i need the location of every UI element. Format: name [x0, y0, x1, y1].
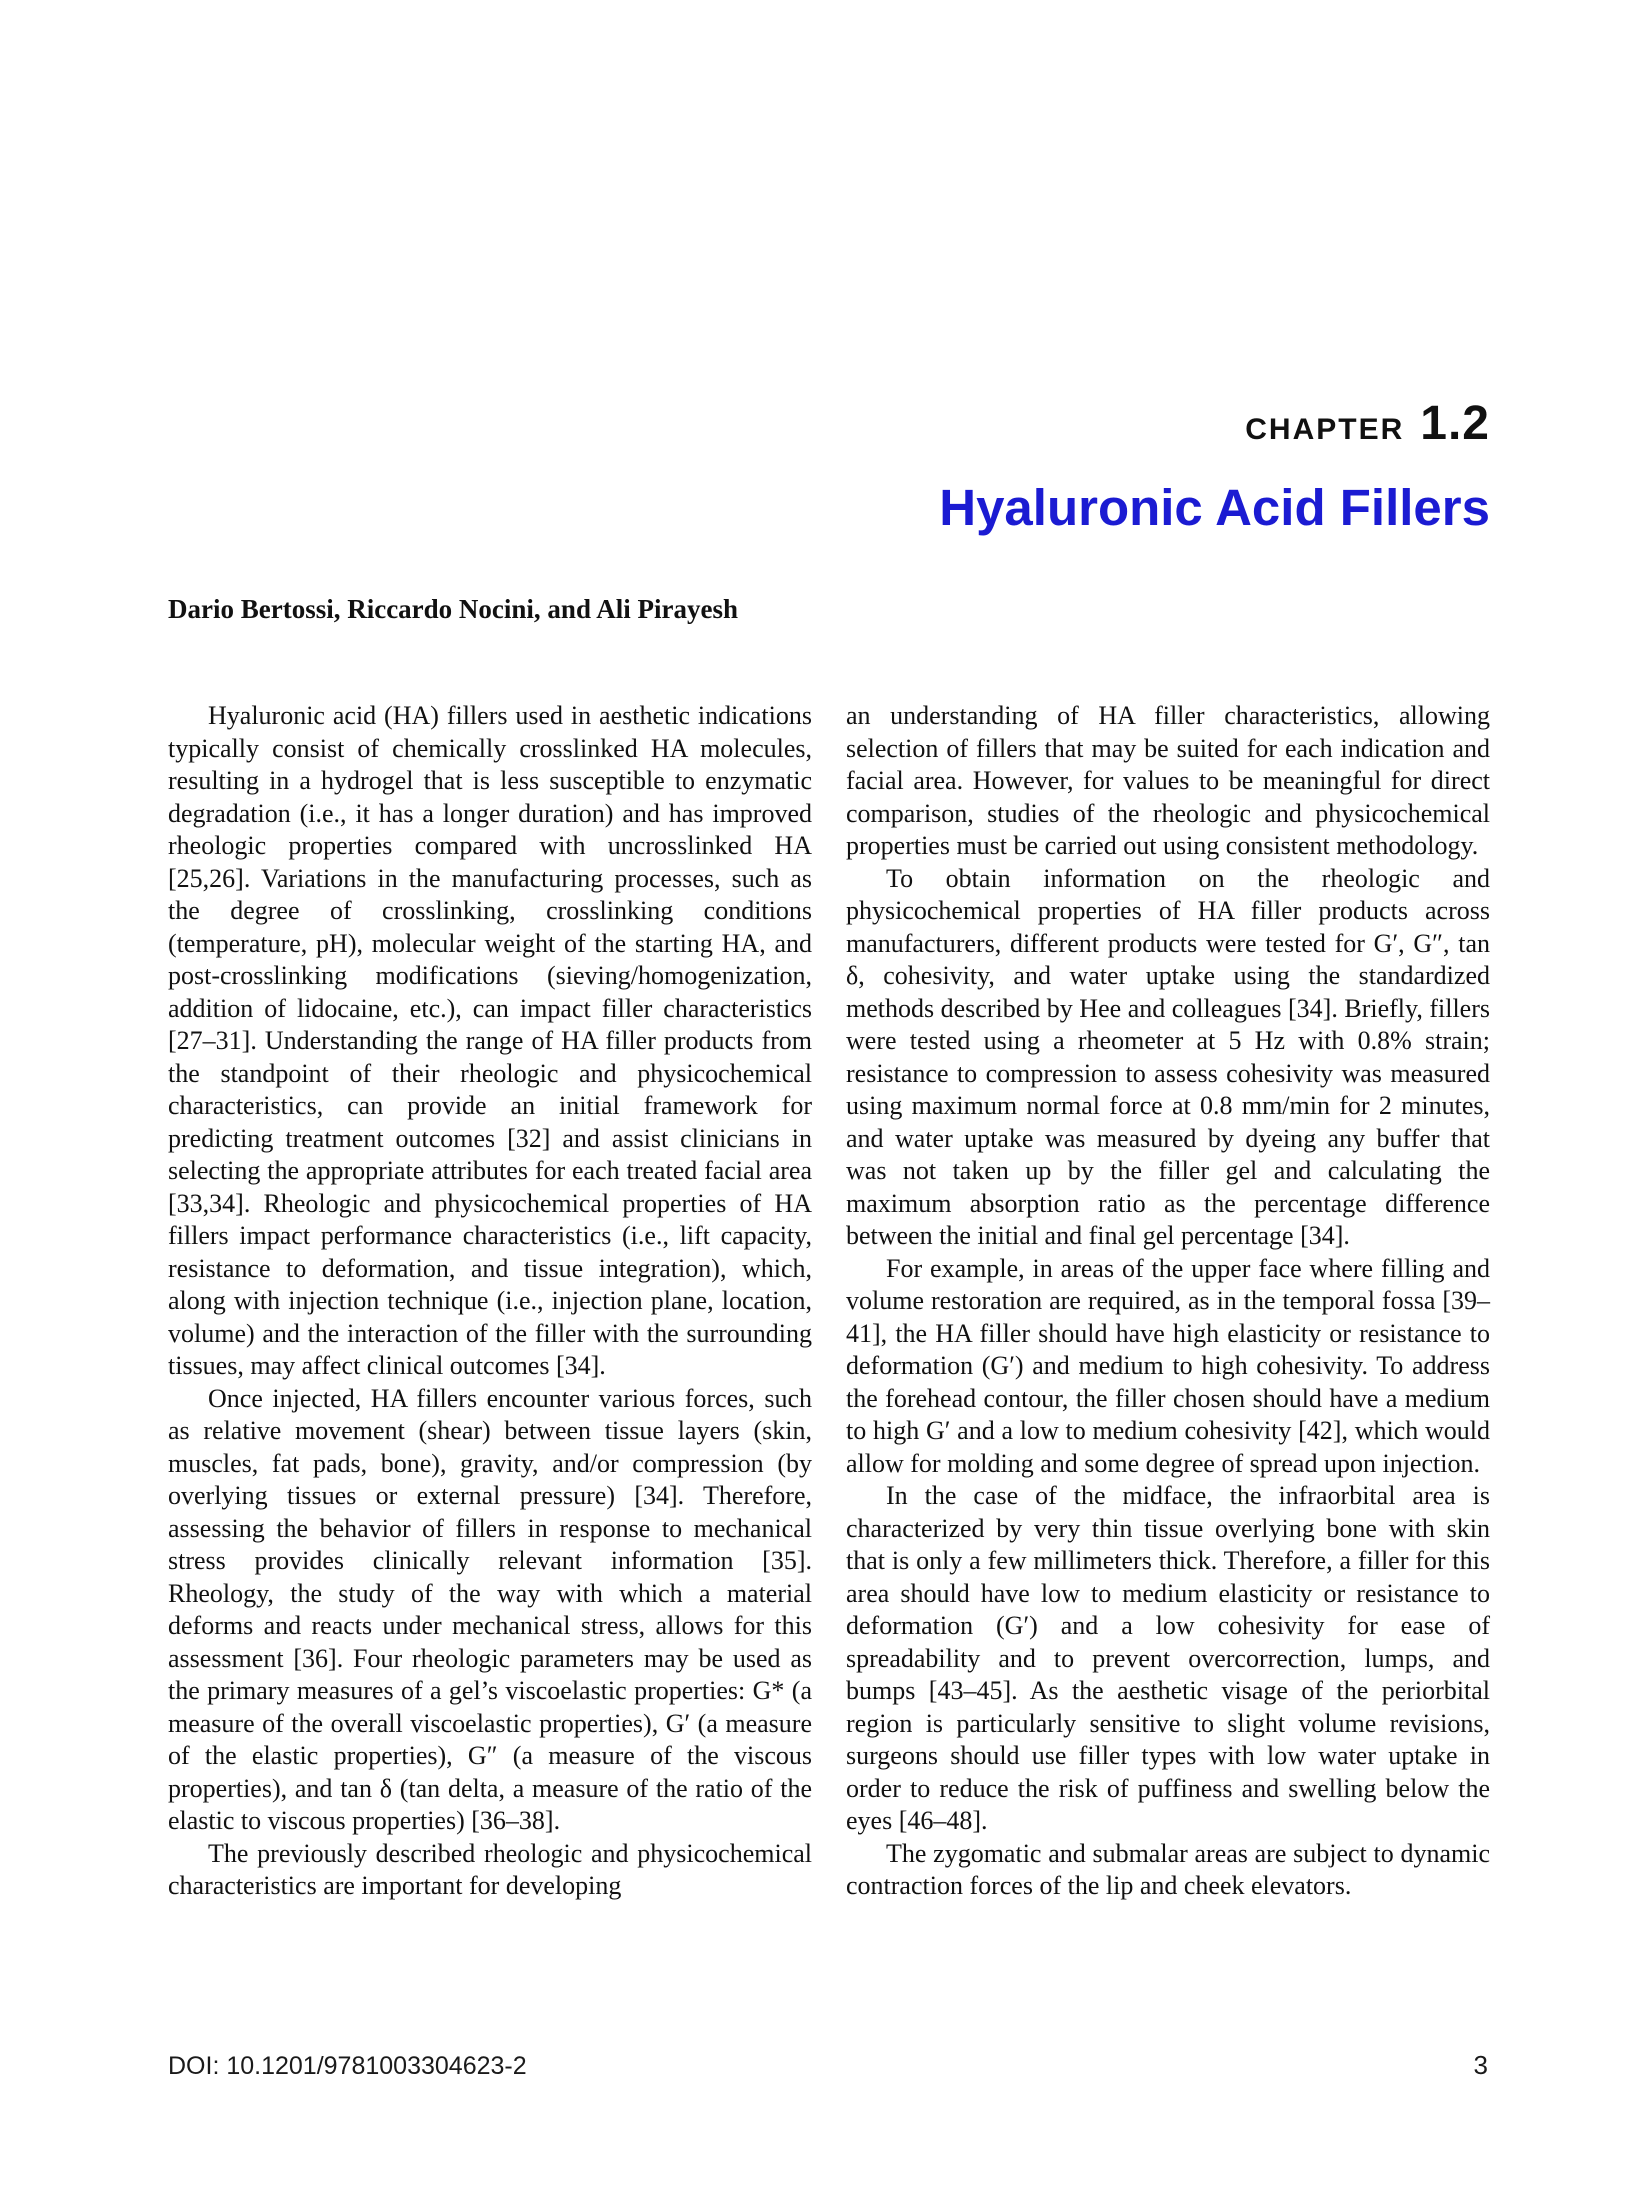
- paragraph: The zygomatic and submalar areas are subject to dynamic contraction forces of the lip and cheek elevators.: [846, 1838, 1490, 1900]
- chapter-heading: [1245, 396, 1490, 451]
- page-title: Hyaluronic Acid Fillers: [939, 479, 1490, 536]
- authors-line: Dario Bertossi, Riccardo Nocini, and Ali Pirayesh: [168, 594, 738, 624]
- chapter-number: 1.2: [1420, 397, 1490, 450]
- body-columns: [168, 700, 1490, 1903]
- paragraph: an understanding of HA filler characteristics, allowing selection of fillers that may be suited for each indication and facial area. However, for values to be meaningful for direct comparison, studies of the rheologic and physicochemical properties must be carried out using consistent methodology.: [846, 701, 1490, 860]
- right-column: [846, 700, 1490, 1903]
- left-column: [168, 700, 812, 1903]
- paragraph: In the case of the midface, the infraorbital area is characterized by very thin tissue overlying bone with skin that is only a few millimeters thick. Therefore, a filler for this area should have low to medium elasticity or resistance to deformation (G′) and a low cohesivity for ease of spreadability and to prevent overcorrection, lumps, and bumps [43–45]. As the aesthetic visage of the periorbital region is particularly sensitive to slight volume revisions, surgeons should use filler types with low water uptake in order to reduce the risk of puffiness and swelling below the eyes [46–48].: [846, 1481, 1490, 1835]
- paragraph: Once injected, HA fillers encounter various forces, such as relative movement (shear) between tissue layers (skin, muscles, fat pads, bone), gravity, and/or compression (by overlying tissues or external pressure) [34]. Therefore, assessing the behavior of fillers in response to mechanical stress provides clinically relevant information [35]. Rheology, the study of the way with which a material deforms and reacts under mechanical stress, allows for this assessment [36]. Four rheologic parameters may be used as the primary measures of a gel’s viscoelastic properties: G* (a measure of the overall viscoelastic properties), G′ (a measure of the elastic properties), G″ (a measure of the viscous properties), and tan δ (tan delta, a measure of the ratio of the elastic to viscous properties) [36–38].: [168, 1383, 812, 1835]
- doi-text: DOI: 10.1201/9781003304623-2: [168, 2052, 527, 2080]
- paragraph: The previously described rheologic and physicochemical characteristics are important for developing: [168, 1838, 812, 1900]
- paragraph: Hyaluronic acid (HA) fillers used in aesthetic indications typically consist of chemically crosslinked HA molecules, resulting in a hydrogel that is less susceptible to enzymatic degradation (i.e., it has a longer duration) and has improved rheologic properties compared with uncrosslinked HA [25,26]. Variations in the manufacturing processes, such as the degree of crosslinking, crosslinking conditions (temperature, pH), molecular weight of the starting HA, and post-crosslinking modifications (sieving/homogenization, addition of lidocaine, etc.), can impact filler characteristics [27–31]. Understanding the range of HA filler products from the standpoint of their rheologic and physicochemical characteristics, can provide an initial framework for predicting treatment outcomes [32] and assist clinicians in selecting the appropriate attributes for each treated facial area [33,34]. Rheologic and physicochemical properties of HA fillers impact performance characteristics (i.e., lift capacity, resistance to deformation, and tissue integration), which, along with injection technique (i.e., injection plane, location, volume) and the interaction of the filler with the surrounding tissues, may affect clinical outcomes [34].: [168, 701, 812, 1380]
- paragraph: To obtain information on the rheologic and physicochemical properties of HA filler products across manufacturers, different products were tested for G′, G″, tan δ, cohesivity, and water uptake using the standardized methods described by Hee and colleagues [34]. Briefly, fillers were tested using a rheometer at 5 Hz with 0.8% strain; resistance to compression to assess cohesivity was measured using maximum normal force at 0.8 mm/min for 2 minutes, and water uptake was measured by dyeing any buffer that was not taken up by the filler gel and calculating the maximum absorption ratio as the percentage difference between the initial and final gel percentage [34].: [846, 863, 1490, 1250]
- page-number: 3: [1473, 2050, 1488, 2080]
- paragraph: For example, in areas of the upper face where filling and volume restoration are required, as in the temporal fossa [39–41], the HA filler should have high elasticity or resistance to deformation (G′) and medium to high cohesivity. To address the forehead contour, the filler chosen should have a medium to high G′ and a low to medium cohesivity [42], which would allow for molding and some degree of spread upon injection.: [846, 1253, 1490, 1478]
- chapter-label: CHAPTER: [1245, 413, 1405, 446]
